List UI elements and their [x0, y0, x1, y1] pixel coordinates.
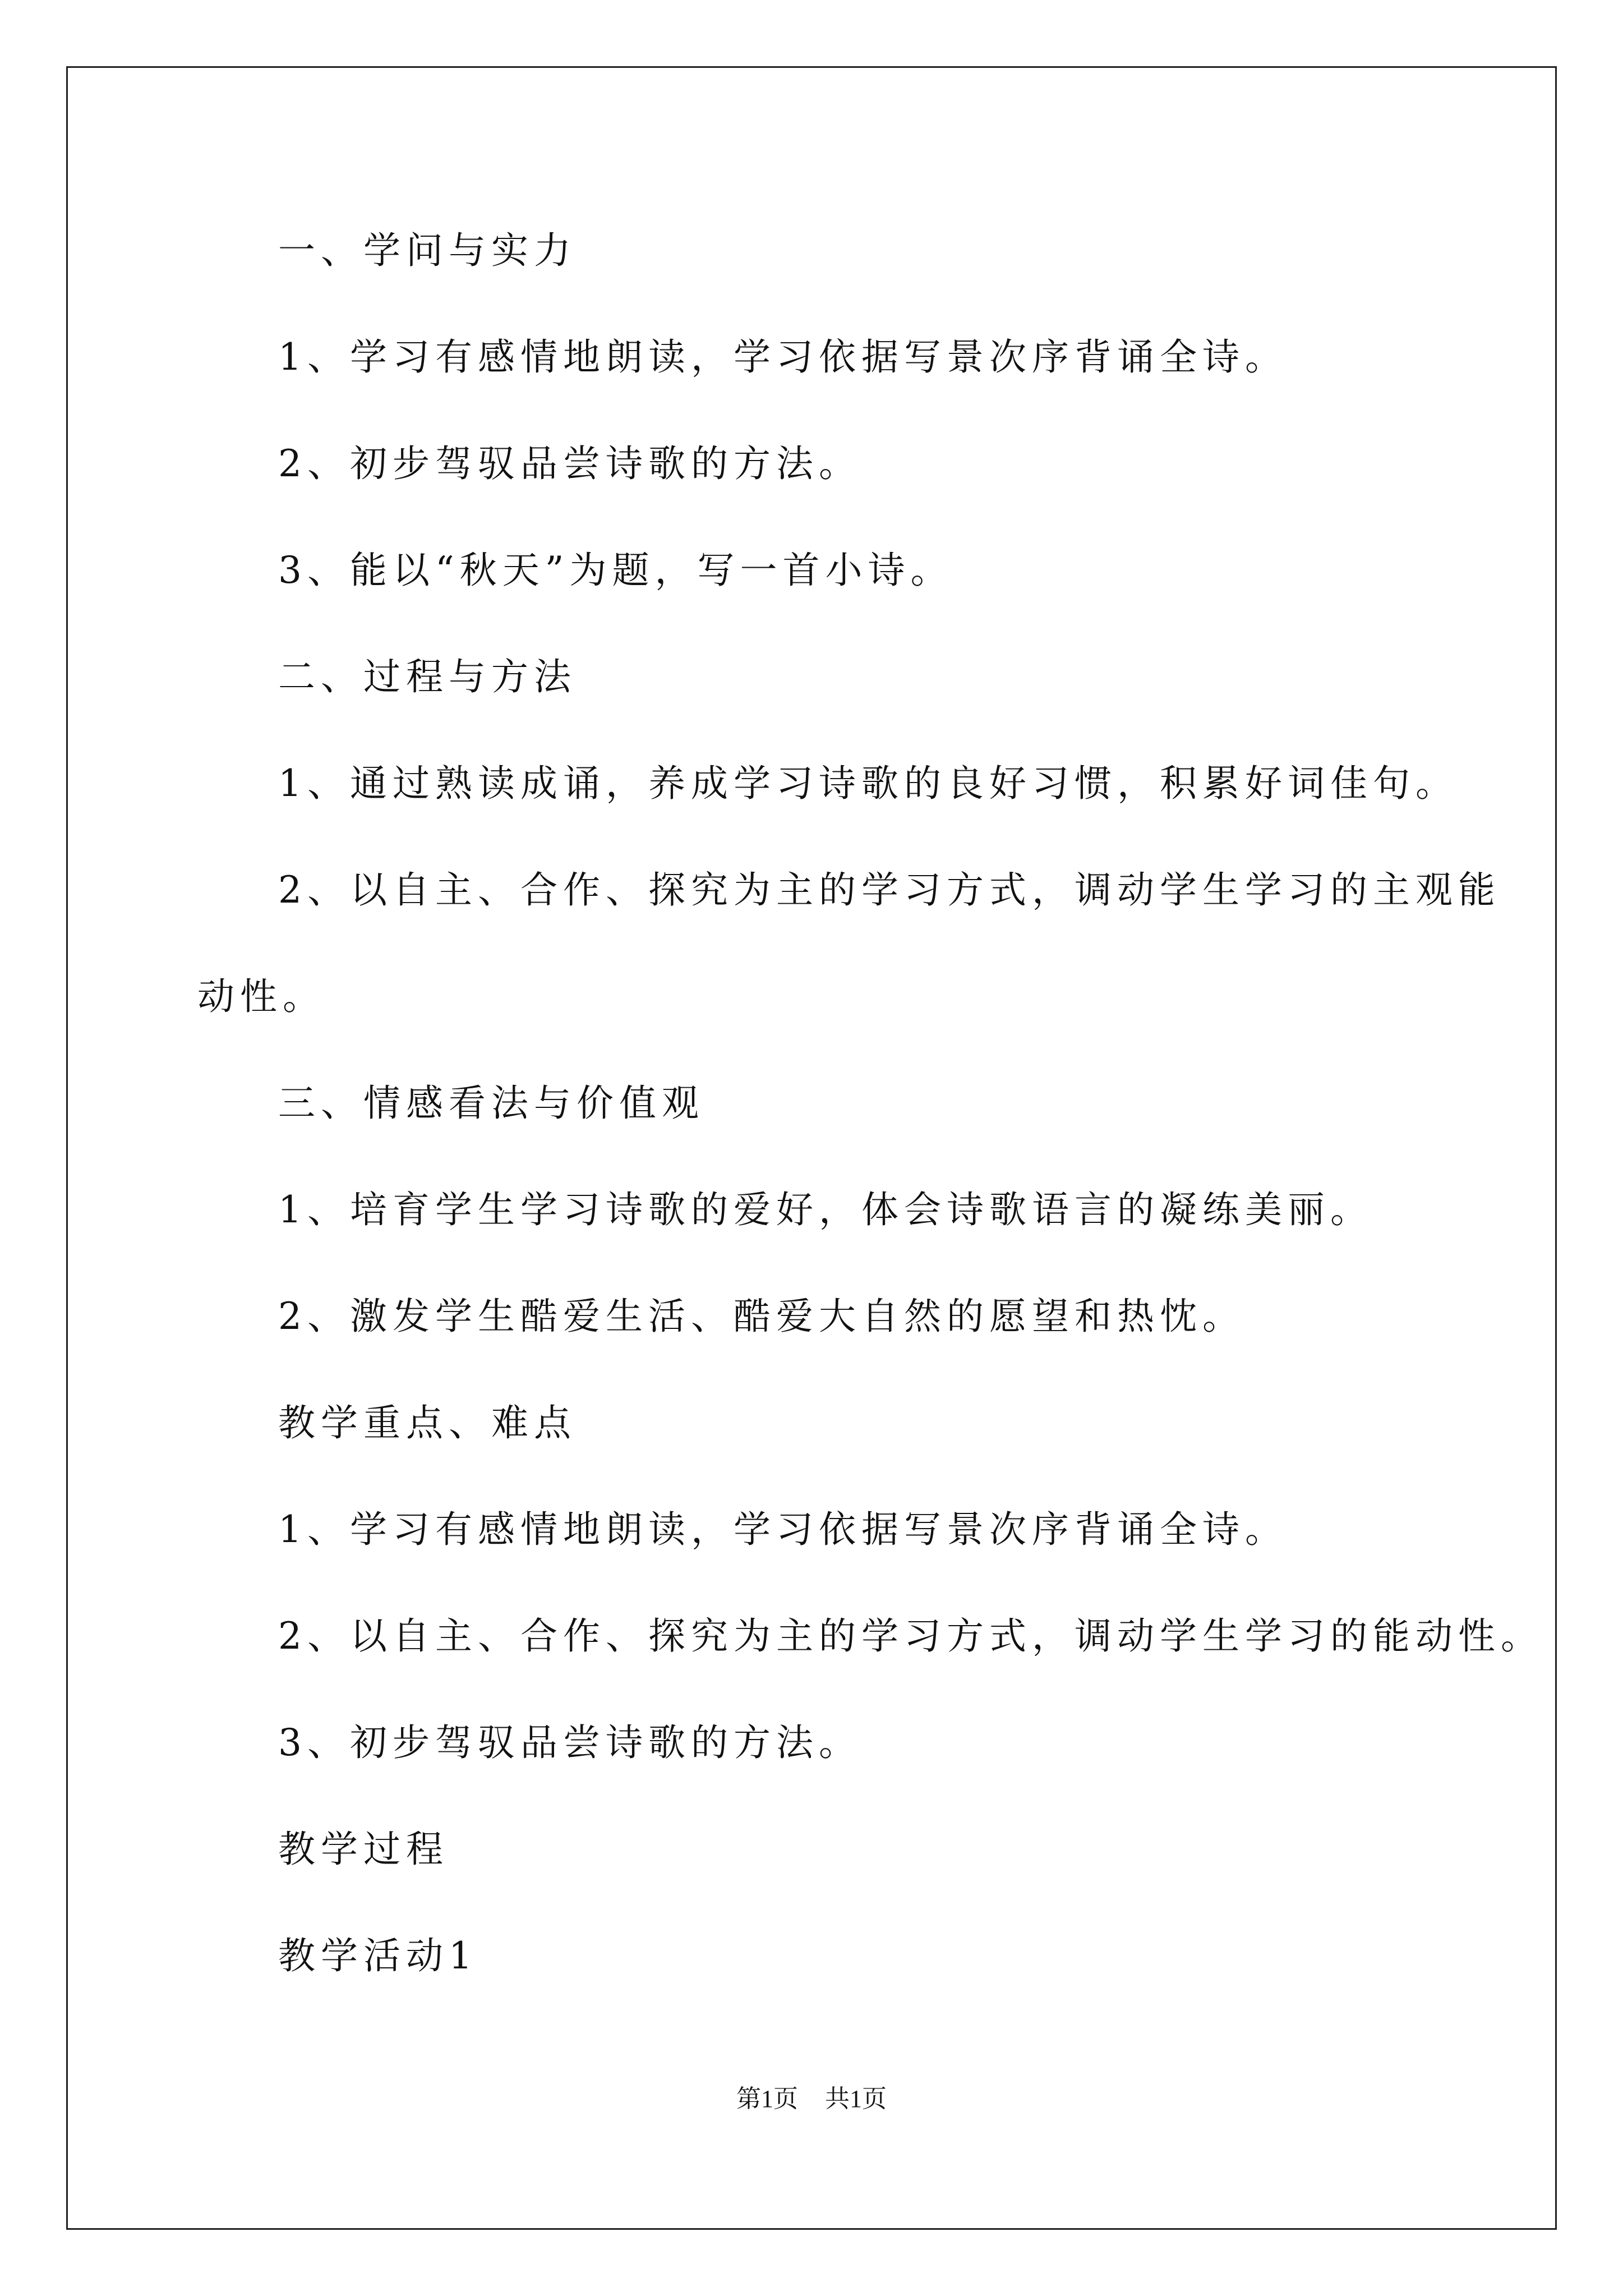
paragraph-line: 3、初步驾驭品尝诗歌的方法。: [278, 1721, 861, 1764]
paragraph-line: 1、培育学生学习诗歌的爱好，体会诗歌语言的凝练美丽。: [278, 1188, 1373, 1231]
paragraph-line: 1、学习有感情地朗读，学习依据写景次序背诵全诗。: [278, 1508, 1288, 1551]
section-heading-activity: 教学活动1: [278, 1934, 478, 1977]
paragraph-line-continuation: 动性。: [197, 975, 325, 1018]
section-heading-attitude: 三、情感看法与价值观: [278, 1082, 704, 1125]
page-number-current: 第1页: [736, 2085, 798, 2113]
page-number-total: 共1页: [825, 2085, 887, 2113]
paragraph-line: 2、激发学生酷爱生活、酷爱大自然的愿望和热忱。: [278, 1295, 1245, 1338]
page-border: [66, 66, 1557, 2230]
section-heading-process: 二、过程与方法: [278, 655, 577, 698]
section-heading-key-points: 教学重点、难点: [278, 1401, 577, 1444]
paragraph-line: 2、以自主、合作、探究为主的学习方式，调动学生学习的主观能: [278, 868, 1501, 912]
page-footer: [0, 2082, 1623, 2116]
section-heading-teaching-process: 教学过程: [278, 1828, 449, 1871]
paragraph-line: 2、初步驾驭品尝诗歌的方法。: [278, 442, 861, 485]
paragraph-line: 3、能以“秋天”为题，写一首小诗。: [278, 549, 953, 592]
paragraph-line: 1、通过熟读成诵，养成学习诗歌的良好习惯，积累好词佳句。: [278, 762, 1458, 805]
section-heading-knowledge: 一、学问与实力: [278, 229, 577, 272]
paragraph-line: 2、以自主、合作、探究为主的学习方式，调动学生学习的能动性。: [278, 1614, 1543, 1658]
paragraph-line: 1、学习有感情地朗读，学习依据写景次序背诵全诗。: [278, 335, 1288, 379]
